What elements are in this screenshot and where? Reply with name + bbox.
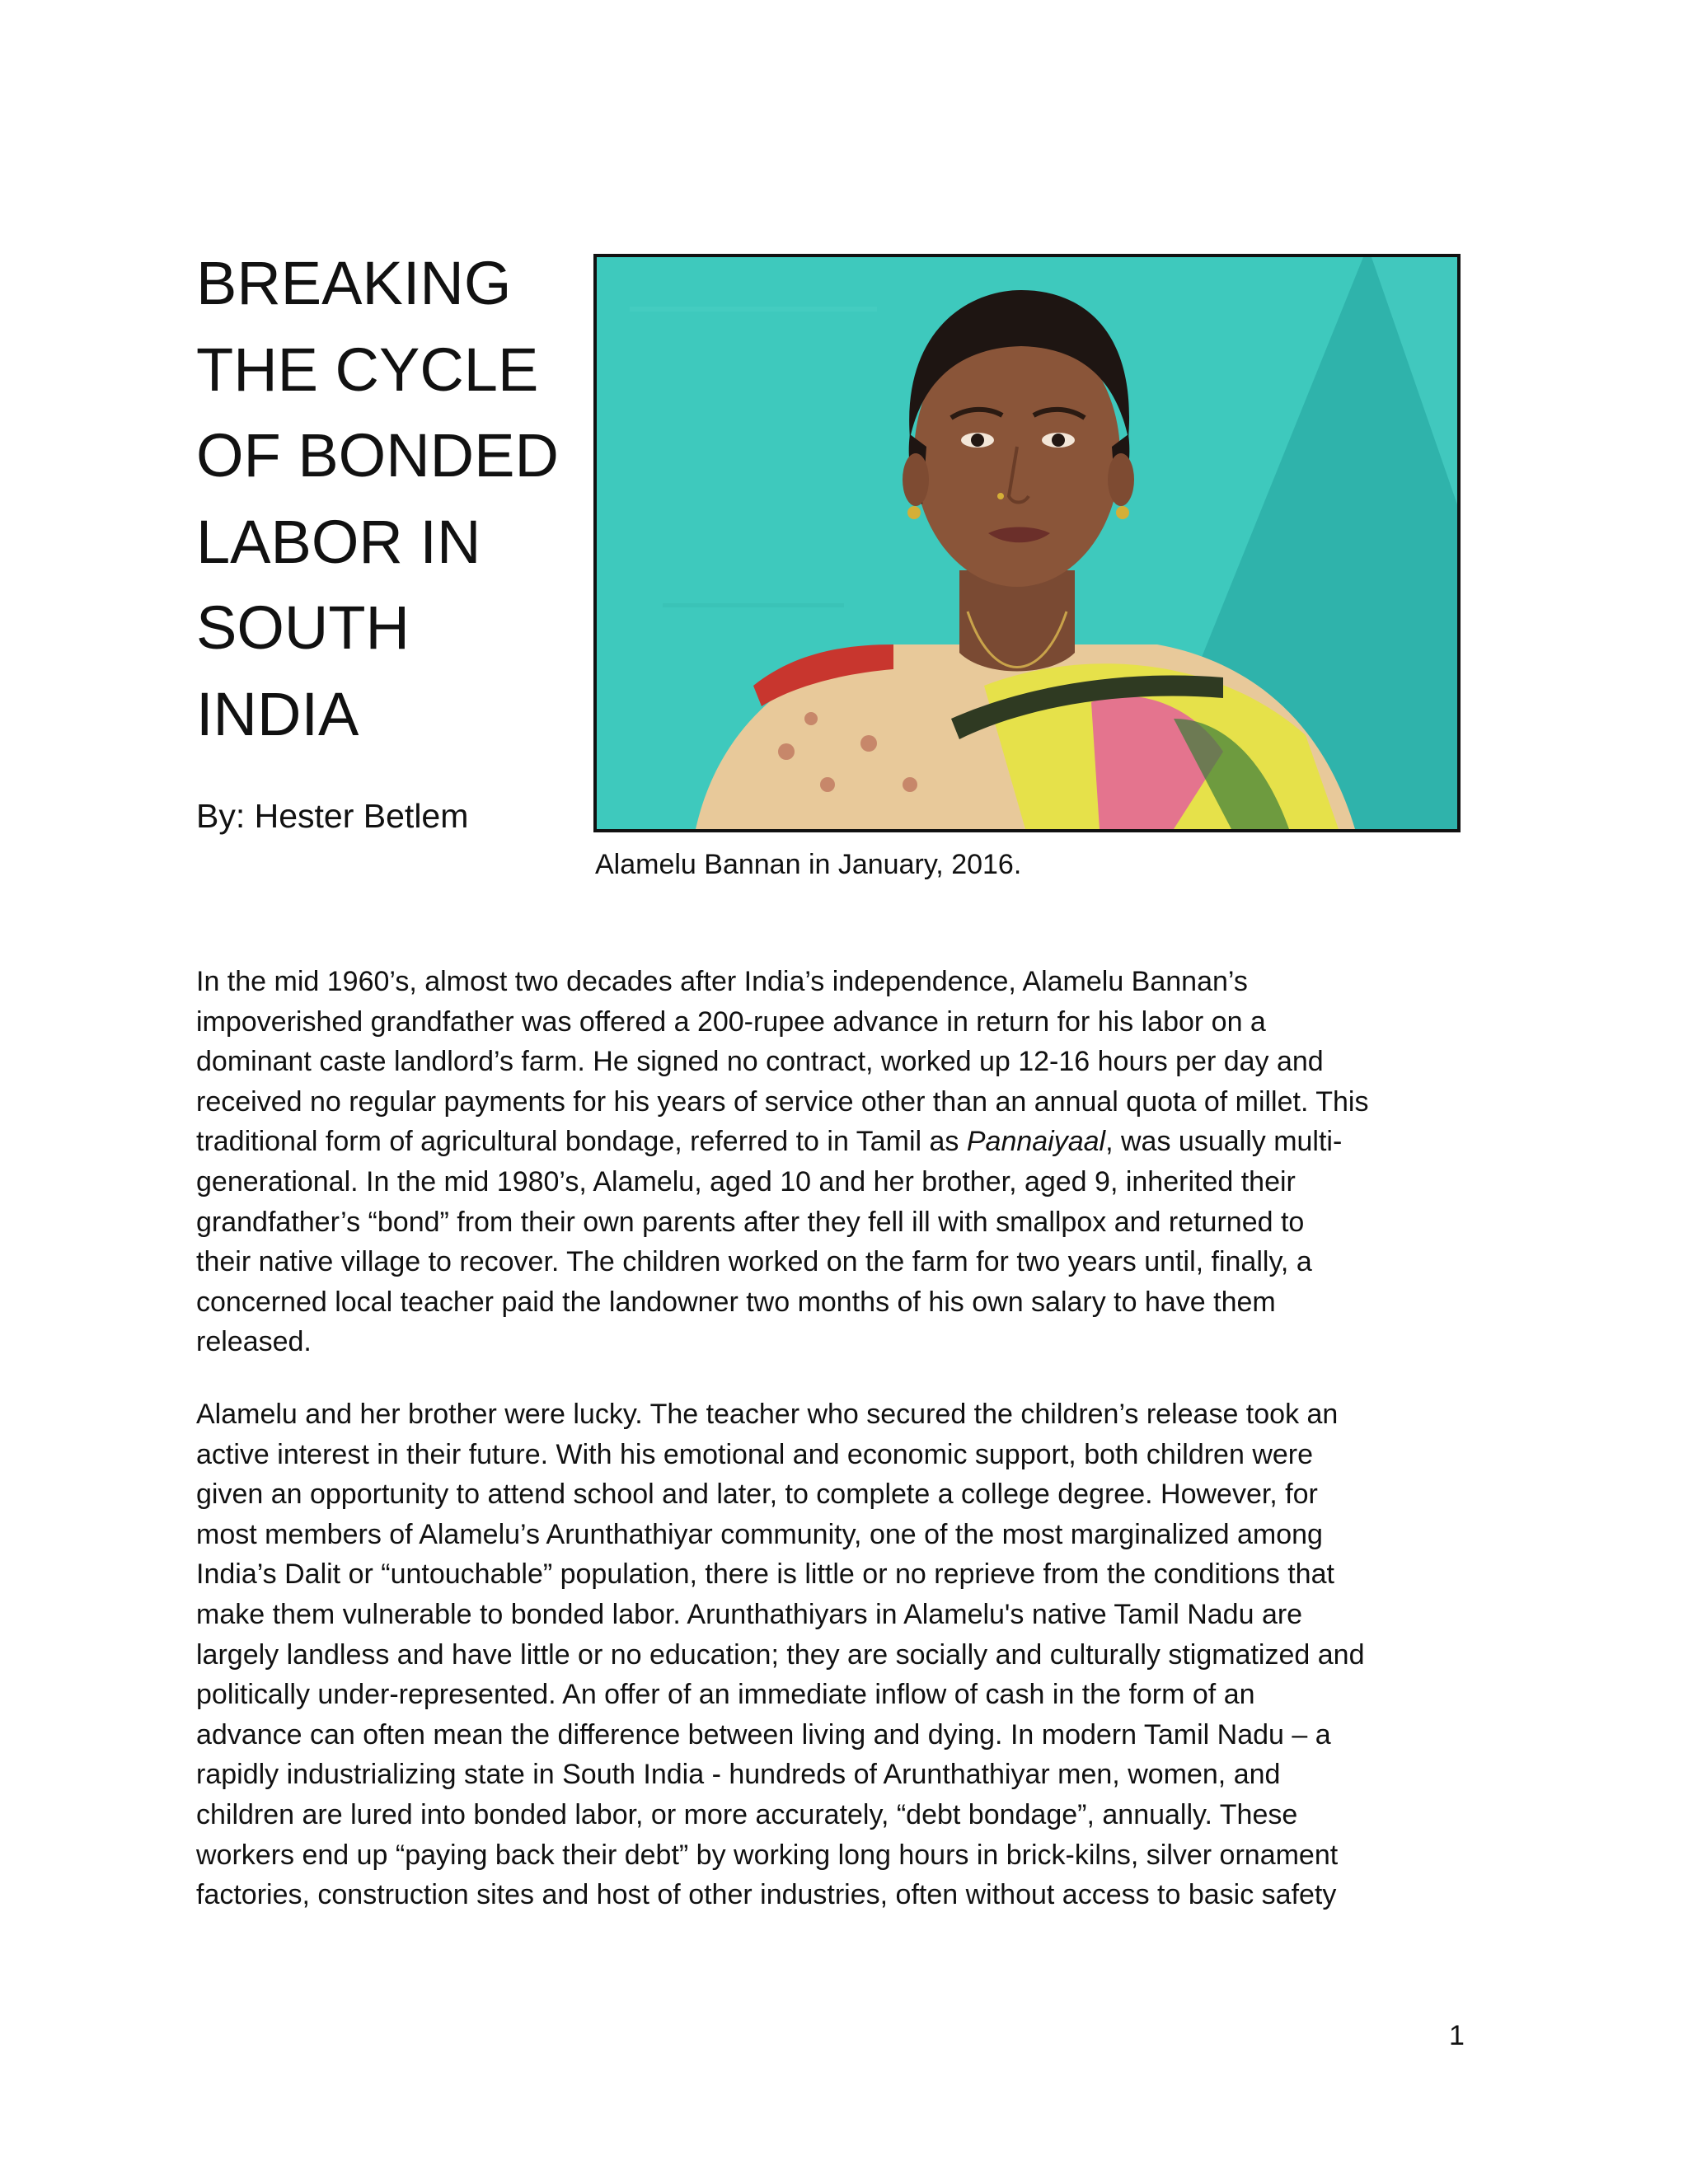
text-line: largely landless and have little or no education; they are socially and culturally stigmatized and: [196, 1638, 1365, 1671]
text-line: Alamelu and her brother were lucky. The teacher who secured the children’s release took an: [196, 1399, 1339, 1430]
title-line: OF BONDED: [196, 421, 559, 490]
text-line: In the mid 1960’s, almost two decades after India’s independence, Alamelu Bannan’s: [196, 966, 1248, 997]
text-line: rapidly industrializing state in South India - hundreds of Arunthathiyar men, women, and: [196, 1759, 1281, 1791]
text-line: India’s Dalit or “untouchable” population, there is little or no reprieve from the conditions that: [196, 1558, 1334, 1591]
italic-term: Pannaiyaal: [966, 1126, 1106, 1158]
text-line: advance can often mean the difference between living and dying. In modern Tamil Nadu – a: [196, 1718, 1331, 1750]
text-line: impoverished grandfather was offered a 200-rupee advance in return for his labor on a: [196, 1005, 1266, 1038]
body-paragraph: [196, 1394, 1498, 1915]
text-line: [196, 1122, 1498, 1162]
title-line: SOUTH: [196, 593, 410, 662]
text-line: grandfather’s “bond” from their own parents after they fell ill with smallpox and returned to: [196, 1206, 1305, 1238]
text-segment: traditional form of agricultural bondage, referred to in Tamil as: [196, 1126, 967, 1158]
photo-caption: Alamelu Bannan in January, 2016.: [595, 849, 1022, 880]
text-line: make them vulnerable to bonded labor. Arunthathiyars in Alamelu's native Tamil Nadu are: [196, 1598, 1303, 1630]
text-line: released.: [196, 1326, 312, 1358]
text-line: concerned local teacher paid the landowner two months of his own salary to have them: [196, 1286, 1276, 1318]
text-line: politically under-represented. An offer of an immediate inflow of cash in the form of an: [196, 1679, 1255, 1711]
text-line: most members of Alamelu’s Arunthathiyar community, one of the most marginalized among: [196, 1518, 1323, 1550]
text-line: given an opportunity to attend school and later, to complete a college degree. However, for: [196, 1479, 1318, 1511]
title-line: INDIA: [196, 679, 359, 748]
title-line: LABOR IN: [196, 507, 481, 576]
portrait-illustration: [597, 257, 1457, 829]
title-line: THE CYCLE: [196, 335, 539, 404]
page-number: 1: [1449, 2020, 1465, 2051]
text-line: children are lured into bonded labor, or more accurately, “debt bondage”, annually. These: [196, 1798, 1298, 1830]
text-line: dominant caste landlord’s farm. He signed no contract, worked up 12-16 hours per day and: [196, 1046, 1324, 1078]
text-segment: , was usually multi-: [1105, 1126, 1343, 1158]
text-line: workers end up “paying back their debt” by working long hours in brick-kilns, silver ornament: [196, 1839, 1339, 1871]
title-line: BREAKING: [196, 249, 512, 317]
article-title: [196, 241, 575, 757]
text-line: active interest in their future. With his emotional and economic support, both children were: [196, 1438, 1314, 1470]
text-line: their native village to recover. The children worked on the farm for two years until, finally, a: [196, 1246, 1312, 1278]
text-line: received no regular payments for his years of service other than an annual quota of millet. This: [196, 1085, 1369, 1118]
text-line: factories, construction sites and host of other industries, often without access to basic safety: [196, 1879, 1337, 1911]
author-byline: By: Hester Betlem: [196, 797, 469, 835]
text-line: generational. In the mid 1980’s, Alamelu, aged 10 and her brother, aged 9, inherited their: [196, 1165, 1296, 1197]
portrait-photo: [593, 254, 1461, 832]
body-paragraph: [196, 962, 1498, 1362]
